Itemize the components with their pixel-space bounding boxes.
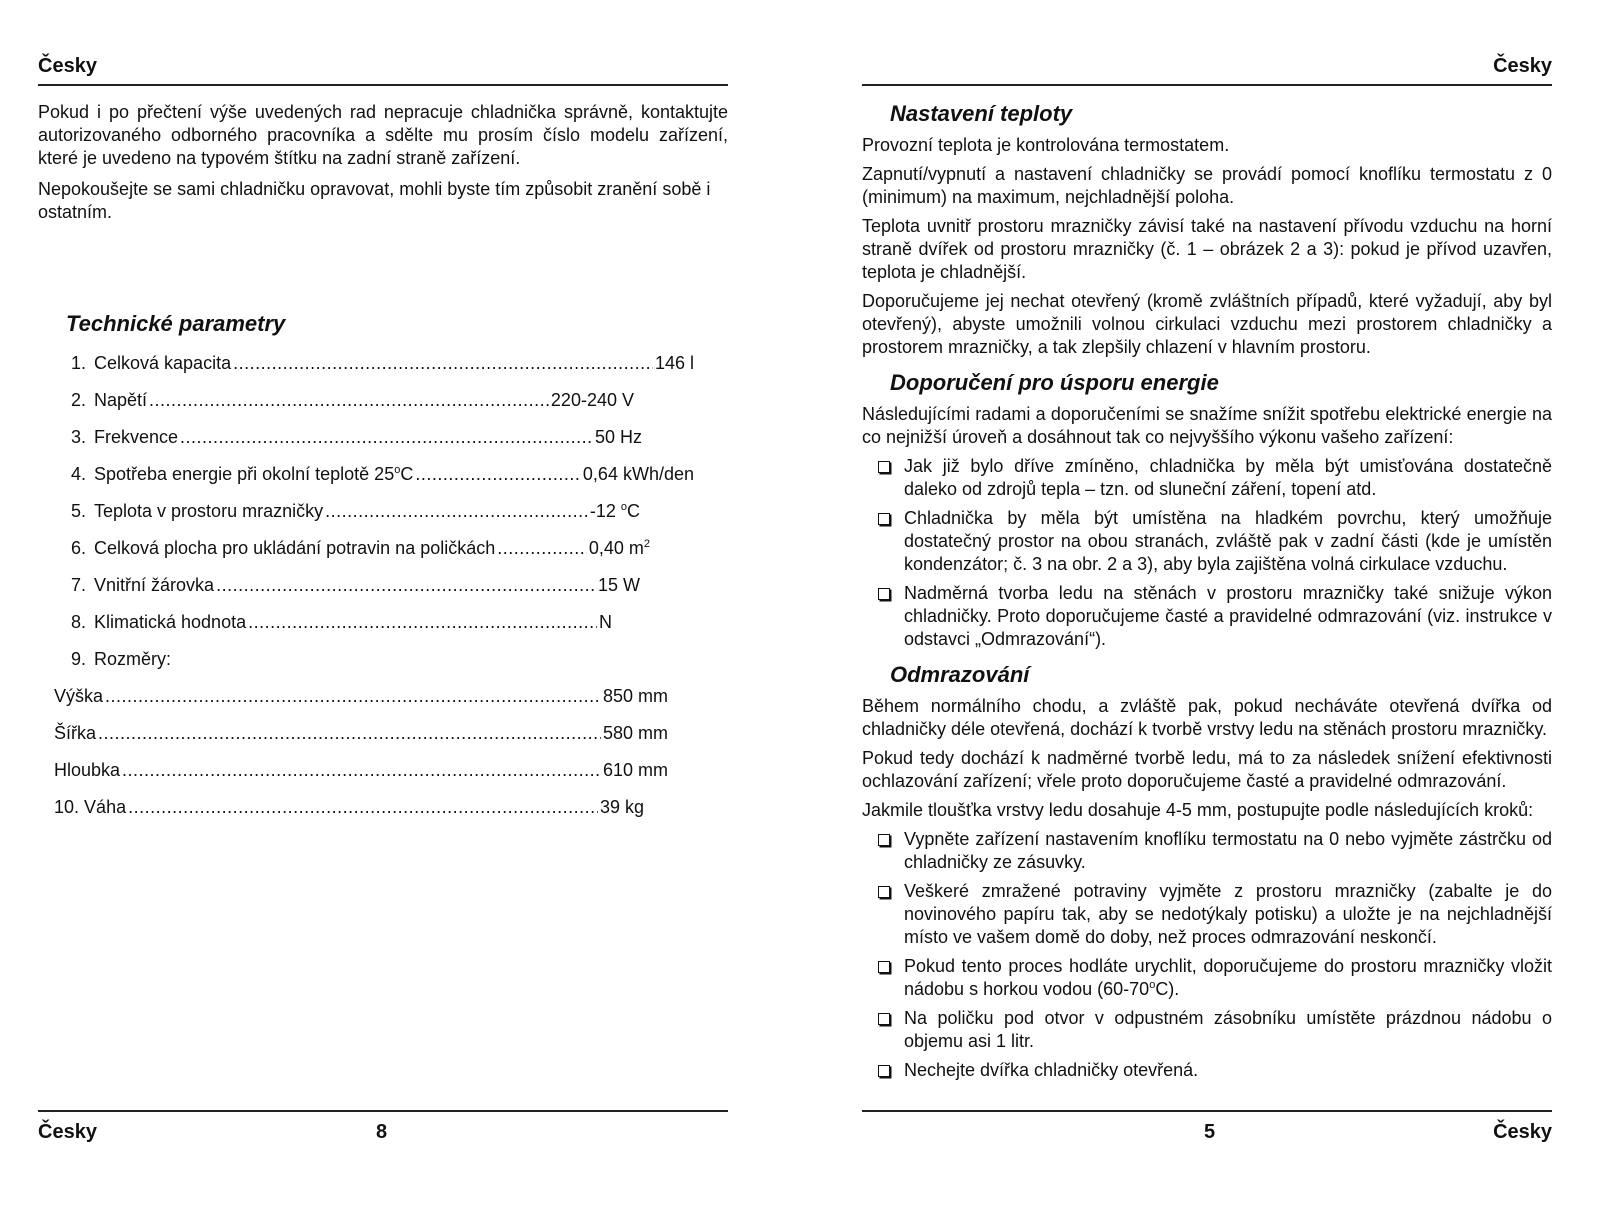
section-title: Doporučení pro úsporu energie <box>890 370 1219 395</box>
paragraph: Pokud i po přečtení výše uvedených rad nepracuje chladnička správně, kontaktujte autorizovaného odborného pracovníka a sdělte mu prosím číslo modelu zařízení, které je uvedeno na typovém štítku na zadní straně zařízení. <box>38 102 728 168</box>
dimension-row <box>54 759 694 796</box>
spec-number: 2. <box>70 390 86 410</box>
dimension-value: 580 mm <box>602 723 668 743</box>
paragraph: Teplota uvnitř prostoru mrazničky závisí také na nastavení přívodu vzduchu na horní straně dvířek od prostoru mrazničky (č. 1 – obrázek 2 a 3): pokud je přívod uzavřen, teplota je chladnější. <box>862 216 1552 282</box>
leader-dots <box>180 426 593 463</box>
leader-dots <box>233 352 653 389</box>
paragraph: Pokud tedy dochází k nadměrné tvorbě ledu, má to za následek snížení efektivnosti ochlazování zařízení; vřele proto doporučujeme časté a pravidelné odmrazování. <box>862 748 1552 791</box>
list-item-text: Nadměrná tvorba ledu na stěnách v prostoru mrazničky také snižuje výkon chladničky. Proto doporučujeme časté a pravidelné odmrazování (viz. instrukce v odstavci „Odmrazování“). <box>904 583 1552 649</box>
header-rule <box>38 84 728 86</box>
checkbox-bullet-icon <box>878 461 890 473</box>
paragraph: Provozní teplota je kontrolována termostatem. <box>862 135 1230 155</box>
spec-number: 9. <box>70 649 86 669</box>
list-item <box>862 828 1552 874</box>
unit-sup: 2 <box>643 538 650 550</box>
spec-row <box>54 352 694 389</box>
bullet-list <box>862 828 1552 1082</box>
spec-label: Napětí <box>94 390 148 410</box>
checkbox-bullet-icon <box>878 961 890 973</box>
leader-dots <box>105 685 601 722</box>
page-header: Česky <box>38 55 97 77</box>
spec-label: Frekvence <box>94 427 179 447</box>
paragraph: Jakmile tloušťka vrstvy ledu dosahuje 4-5 mm, postupujte podle následujících kroků: <box>862 800 1534 820</box>
spec-row <box>54 611 694 648</box>
spec-number: 4. <box>70 464 86 484</box>
spec-value: 50 Hz <box>594 427 642 447</box>
page-number: 5 <box>1204 1121 1216 1143</box>
dimension-value: 610 mm <box>602 760 668 780</box>
spec-row <box>54 796 694 833</box>
page-header: Česky <box>1493 55 1552 77</box>
spec-number: 5. <box>70 501 86 521</box>
left-page <box>38 0 728 1217</box>
spec-number: 3. <box>70 427 86 447</box>
intro-text <box>38 101 728 224</box>
header-rule <box>862 84 1552 86</box>
page-footer <box>862 1118 1552 1146</box>
dimension-value: 850 mm <box>602 686 668 706</box>
spec-number: 8. <box>70 612 86 632</box>
checkbox-bullet-icon <box>878 588 890 600</box>
footer-rule <box>38 1110 728 1112</box>
spec-value-text: -12 <box>589 501 621 521</box>
spec-list <box>54 352 694 833</box>
spec-row <box>54 426 694 463</box>
leader-dots <box>216 574 596 611</box>
list-item-text: Nechejte dvířka chladničky otevřená. <box>904 1060 1199 1080</box>
list-item-text: Vypněte zařízení nastavením knoflíku termostatu na 0 nebo vyjměte zástrčku od chladničky ze zásuvky. <box>904 829 1552 872</box>
spec-value: 15 W <box>597 575 640 595</box>
spec-value: 146 l <box>654 353 694 373</box>
unit: C <box>627 501 640 521</box>
spec-value: 0,64 kWh/den <box>582 464 694 484</box>
list-item <box>862 1007 1552 1053</box>
footer-language: Česky <box>38 1121 97 1143</box>
unit: C <box>400 464 414 484</box>
leader-dots <box>149 389 549 426</box>
paragraph: Doporučujeme jej nechat otevřený (kromě zvláštních případů, které vyžadují, aby byl otevřený), abyste umožnili volnou cirkulaci vzduchu mezi prostorem chladničky a prostorem mrazničky, a tak zlepšily chlazení v hlavním prostoru. <box>862 291 1552 357</box>
page-footer <box>38 1118 728 1146</box>
spec-row <box>54 574 694 611</box>
list-item <box>862 455 1552 501</box>
spec-label-text: Váha <box>84 797 127 817</box>
spec-row <box>54 463 694 500</box>
dimension-row <box>54 722 694 759</box>
list-item-text: Na poličku pod otvor v odpustném zásobníku umístěte prázdnou nádobu o objemu asi 1 litr. <box>904 1008 1552 1051</box>
spec-label: Rozměry: <box>94 649 172 669</box>
spec-value: 39 kg <box>599 797 644 817</box>
spec-row <box>54 389 694 426</box>
right-body <box>862 100 1552 1088</box>
leader-dots <box>128 796 598 833</box>
dimension-label: Šířka <box>54 723 97 743</box>
degree-sup: o <box>394 464 401 476</box>
section-title: Technické parametry <box>66 311 286 336</box>
section-title: Odmrazování <box>890 662 1030 687</box>
section-title: Nastavení teploty <box>890 101 1073 126</box>
spec-value: N <box>599 612 612 632</box>
checkbox-bullet-icon <box>878 1013 890 1025</box>
spec-number: 7. <box>70 575 86 595</box>
spec-label: Klimatická hodnota <box>94 612 247 632</box>
checkbox-bullet-icon <box>878 1065 890 1077</box>
list-item-text: Pokud tento proces hodláte urychlit, doporučujeme do prostoru mrazničky vložit nádobu s horkou vodou (60-70 <box>904 956 1552 999</box>
list-item <box>862 582 1552 651</box>
list-item <box>862 955 1552 1001</box>
checkbox-bullet-icon <box>878 834 890 846</box>
footer-rule <box>862 1110 1552 1112</box>
spec-number: 1. <box>70 353 86 373</box>
degree-sup: o <box>620 501 627 513</box>
list-item <box>862 507 1552 576</box>
dimension-row <box>54 685 694 722</box>
dimension-label: Výška <box>54 686 104 706</box>
spec-row <box>54 500 694 537</box>
spec-value <box>589 537 650 574</box>
paragraph: Během normálního chodu, a zvláště pak, pokud necháváte otevřená dvířka od chladničky déle otevřená, dochází k tvorbě vrstvy ledu na stěnách prostoru mrazničky. <box>862 696 1552 739</box>
spec-number: 10. <box>54 797 80 817</box>
spec-value-text: 0,40 m <box>588 538 644 558</box>
leader-dots <box>248 611 597 648</box>
paragraph: Zapnutí/vypnutí a nastavení chladničky se provádí pomocí knoflíku termostatu z 0 (minimum) na maximum, nejchladnější poloha. <box>862 164 1552 207</box>
bullet-list <box>862 455 1552 651</box>
right-page <box>862 0 1552 1217</box>
checkbox-bullet-icon <box>878 886 890 898</box>
leader-dots <box>98 722 601 759</box>
paragraph: Nepokoušejte se sami chladničku opravovat, mohli byste tím způsobit zranění sobě i ostatním. <box>38 179 711 222</box>
list-item-text: Jak již bylo dříve zmíněno, chladnička by měla být umisťována dostatečně daleko od zdrojů tepla – tzn. od sluneční záření, topení atd. <box>904 456 1552 499</box>
page-number: 8 <box>376 1121 388 1143</box>
leader-dots <box>122 759 601 796</box>
spec-value <box>590 500 640 537</box>
spec-value: 220-240 V <box>550 390 634 410</box>
spec-label-text: Spotřeba energie při okolní teplotě 25 <box>94 464 395 484</box>
spec-row <box>54 537 694 574</box>
spec-label: Celková kapacita <box>94 353 232 373</box>
unit: C). <box>1155 979 1180 999</box>
degree-sup: o <box>1149 979 1156 991</box>
list-item-text: Veškeré zmražené potraviny vyjměte z prostoru mrazničky (zabalte je do novinového papíru tak, aby se nedotýkaly potisku) a uložte je na nejchladnější místo ve vašem domě do doby, než proces odmrazování neskončí. <box>904 881 1552 947</box>
spec-label: Celková plocha pro ukládání potravin na poličkách <box>94 538 496 558</box>
spec-number: 6. <box>70 538 86 558</box>
spec-label: Vnitřní žárovka <box>94 575 215 595</box>
list-item <box>862 1059 1552 1082</box>
checkbox-bullet-icon <box>878 513 890 525</box>
spec-label <box>54 796 126 833</box>
leader-dots <box>497 537 587 574</box>
spec-row <box>54 648 694 685</box>
paragraph: Následujícími radami a doporučeními se snažíme snížit spotřebu elektrické energie na co nejnižší úroveň a dosáhnout tak co nejvyššího výkonu vašeho zařízení: <box>862 404 1552 447</box>
leader-dots <box>415 463 581 500</box>
list-item <box>862 880 1552 949</box>
spec-label <box>94 463 413 500</box>
spec-label: Teplota v prostoru mrazničky <box>94 501 324 521</box>
footer-language: Česky <box>1493 1121 1552 1143</box>
leader-dots <box>325 500 588 537</box>
dimension-label: Hloubka <box>54 760 121 780</box>
list-item-text: Chladnička by měla být umístěna na hladkém povrchu, který umožňuje dostatečný prostor na obou stranách, zvláště pak v zadní části (kde je umístěn kondenzátor; č. 3 na obr. 2 a 3), aby byla zajištěna volná cirkulace vzduchu. <box>904 508 1552 574</box>
